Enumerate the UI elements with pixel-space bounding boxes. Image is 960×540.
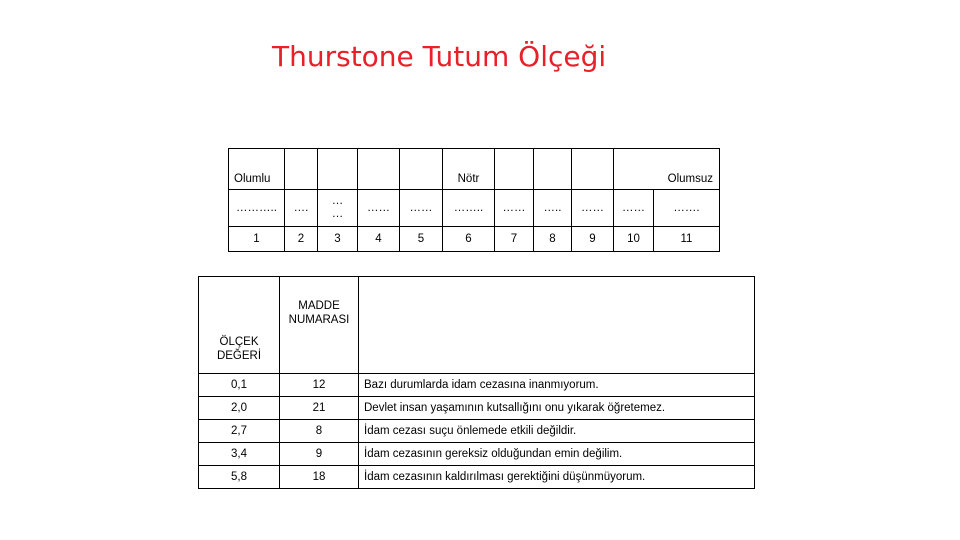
scale-number-5: 5 (400, 227, 443, 252)
scale-number-2: 2 (285, 227, 318, 252)
scale-number-6: 6 (443, 227, 495, 252)
item-number: 8 (280, 420, 359, 443)
scale-dots-4: …… (358, 190, 400, 227)
table-row (199, 466, 755, 489)
label-notr: Nötr (443, 149, 495, 190)
table-row (199, 420, 755, 443)
label-olumlu: Olumlu (229, 149, 285, 190)
item-number: 21 (280, 397, 359, 420)
scale-number-10: 10 (614, 227, 654, 252)
item-statement: İdam cezasının kaldırılması gerektiğini düşünmüyorum. (359, 466, 755, 489)
item-number: 9 (280, 443, 359, 466)
table-row (199, 443, 755, 466)
scale-number-9: 9 (572, 227, 614, 252)
item-number: 12 (280, 374, 359, 397)
table-row (199, 374, 755, 397)
item-statement: İdam cezasının gereksiz olduğundan emin değilim. (359, 443, 755, 466)
page-title: Thurstone Tutum Ölçeği (272, 40, 607, 73)
scale-value: 0,1 (199, 374, 280, 397)
item-statement: İdam cezası suçu önlemede etkili değildir. (359, 420, 755, 443)
scale-number-7: 7 (495, 227, 534, 252)
table-row (199, 397, 755, 420)
header-olcek-degeri: ÖLÇEK DEĞERİ (199, 277, 280, 374)
scale-dots-7: …… (495, 190, 534, 227)
scale-value: 3,4 (199, 443, 280, 466)
item-statement: Bazı durumlarda idam cezasına inanmıyorum. (359, 374, 755, 397)
scale-header-cell (318, 149, 358, 190)
label-olumsuz: Olumsuz (614, 149, 720, 190)
scale-number-1: 1 (229, 227, 285, 252)
item-number: 18 (280, 466, 359, 489)
scale-dots-6: …….. (443, 190, 495, 227)
scale-value: 2,7 (199, 420, 280, 443)
header-madde-numarasi: MADDE NUMARASI (280, 277, 359, 374)
scale-number-8: 8 (534, 227, 572, 252)
scale-table (228, 148, 720, 252)
scale-number-3: 3 (318, 227, 358, 252)
scale-header-cell (400, 149, 443, 190)
items-table (198, 276, 755, 489)
scale-dots-3: … … (318, 190, 358, 227)
scale-dots-10: …… (614, 190, 654, 227)
scale-header-cell (285, 149, 318, 190)
scale-header-cell (495, 149, 534, 190)
scale-dots-1: ……….. (229, 190, 285, 227)
scale-header-cell (572, 149, 614, 190)
scale-dots-11: ……. (654, 190, 720, 227)
scale-value: 2,0 (199, 397, 280, 420)
scale-header-cell (534, 149, 572, 190)
scale-dots-8: ….. (534, 190, 572, 227)
scale-number-4: 4 (358, 227, 400, 252)
header-statement (359, 277, 755, 374)
scale-dots-5: …… (400, 190, 443, 227)
scale-dots-9: …… (572, 190, 614, 227)
scale-dots-2: …. (285, 190, 318, 227)
scale-value: 5,8 (199, 466, 280, 489)
item-statement: Devlet insan yaşamının kutsallığını onu yıkarak öğretemez. (359, 397, 755, 420)
scale-number-11: 11 (654, 227, 720, 252)
scale-header-cell (358, 149, 400, 190)
